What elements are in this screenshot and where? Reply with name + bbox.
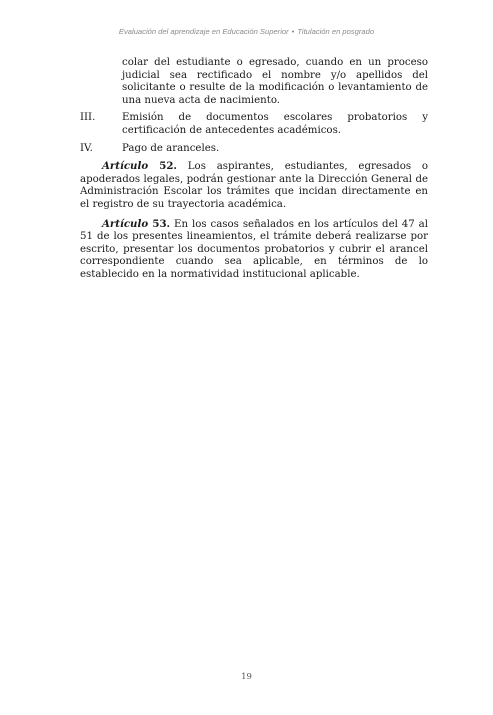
header-section-title: Titulación en posgrado <box>297 27 375 36</box>
article-heading <box>102 160 177 172</box>
article-number: 52. <box>159 160 177 173</box>
list-item <box>80 143 428 156</box>
article-text: Los aspirantes, estudiantes, egresados o apoderados legales, podrán gestionar ante la Dirección General de Administración Escolar los trámites que incidan directamente en el registro de su trayectoria académica. <box>80 161 428 210</box>
running-header <box>0 27 493 36</box>
page-body <box>80 57 428 288</box>
continued-list-text: colar del estudiante o egresado, cuando en un proceso judicial sea rectificado el nombre y/o apellidos del solicitante o resulte de la modificación o levantamiento de una nueva acta de nacimiento. <box>122 57 428 106</box>
article-52 <box>80 160 428 211</box>
article-label: Artículo <box>102 160 149 173</box>
list-item-number: III. <box>80 112 96 124</box>
list-item-text: Pago de aranceles. <box>122 142 220 154</box>
article-number: 53. <box>152 217 171 230</box>
list-item-number: IV. <box>80 142 93 154</box>
header-separator: • <box>291 27 295 36</box>
page-number: 19 <box>241 672 252 682</box>
article-label: Artículo <box>102 217 149 230</box>
article-text: En los casos señalados en los artículos del 47 al 51 de los presentes lineamientos, el trámite deberá realizarse por escrito, presentar los documentos probatorios y cubrir el arancel correspondiente cuando sea aplicable, en términos de lo establecido en la normatividad institucional aplicable. <box>80 218 429 280</box>
article-53 <box>80 218 428 282</box>
header-book-title: Evaluación del aprendizaje en Educación Superior <box>118 27 289 36</box>
list-item-text: Emisión de documentos escolares probatorios y certificación de antecedentes académicos. <box>122 112 428 136</box>
list-item <box>80 112 428 137</box>
article-heading <box>102 218 170 230</box>
